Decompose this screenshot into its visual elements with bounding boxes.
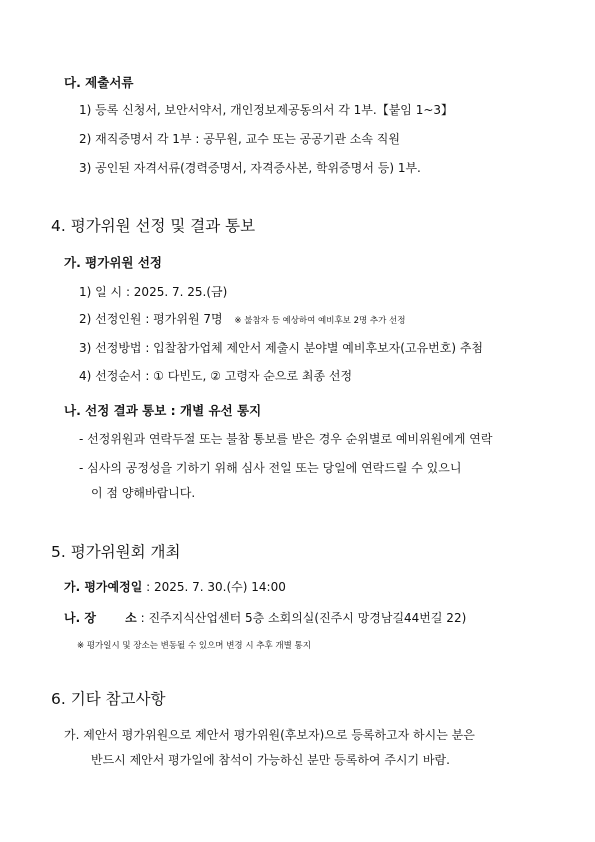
- section5-title: 5. 평가위원회 개최: [51, 543, 181, 561]
- list-item: 2) 재직증명서 각 1부 : 공무원, 교수 또는 공공기관 소속 직원: [79, 132, 400, 146]
- section4-sub-a-heading: 가. 평가위원 선정: [64, 255, 162, 270]
- list-item: 1) 일 시 : 2025. 7. 25.(금): [79, 285, 228, 299]
- list-item-continuation: 반드시 제안서 평가일에 참석이 가능하신 분만 등록하여 주시기 바람.: [91, 753, 450, 767]
- evaluation-place: [64, 610, 466, 626]
- evaluation-date: [64, 579, 286, 595]
- section4-title: 4. 평가위원 선정 및 결과 통보: [51, 217, 256, 235]
- section-c-heading: 다. 제출서류: [64, 75, 134, 90]
- section6-title: 6. 기타 참고사항: [51, 690, 166, 708]
- list-item: 1) 등록 신청서, 보안서약서, 개인정보제공동의서 각 1부.【붙임 1~3】: [79, 103, 454, 117]
- list-item: [79, 311, 405, 329]
- list-item-continuation: 이 점 양해바랍니다.: [91, 486, 196, 500]
- list-item: 3) 공인된 자격서류(경력증명서, 자격증사본, 학위증명서 등) 1부.: [79, 161, 421, 175]
- list-item: - 심사의 공정성을 기하기 위해 심사 전일 또는 당일에 연락드릴 수 있으니: [79, 461, 462, 475]
- item-note: ※ 불참자 등 예상하여 예비후보 2명 추가 선정: [234, 316, 406, 326]
- list-item: 가. 제안서 평가위원으로 제안서 평가위원(후보자)으로 등록하고자 하시는 분은: [64, 728, 475, 742]
- list-item: 3) 선정방법 : 입찰참가업체 제안서 제출시 분야별 예비후보자(고유번호) 추첨: [79, 341, 484, 355]
- item-main-text: 2) 선정인원 : 평가위원 7명: [79, 312, 223, 326]
- list-item: - 선정위원과 연락두절 또는 불참 통보를 받은 경우 순위별로 예비위원에게 연락: [79, 432, 493, 446]
- date-value: : 2025. 7. 30.(수) 14:00: [142, 580, 286, 594]
- place-value: : 진주지식산업센터 5층 소회의실(진주시 망경남길44번길 22): [136, 611, 467, 625]
- section4-sub-b-heading: 나. 선정 결과 통보 : 개별 유선 통지: [64, 403, 262, 418]
- place-label: 나. 장 소: [64, 611, 137, 625]
- list-item: 4) 선정순서 : ① 다빈도, ② 고령자 순으로 최종 선정: [79, 369, 353, 383]
- section5-note: ※ 평가일시 및 장소는 변동될 수 있으며 변경 시 추후 개별 통지: [77, 641, 311, 651]
- date-label: 가. 평가예정일: [64, 580, 143, 594]
